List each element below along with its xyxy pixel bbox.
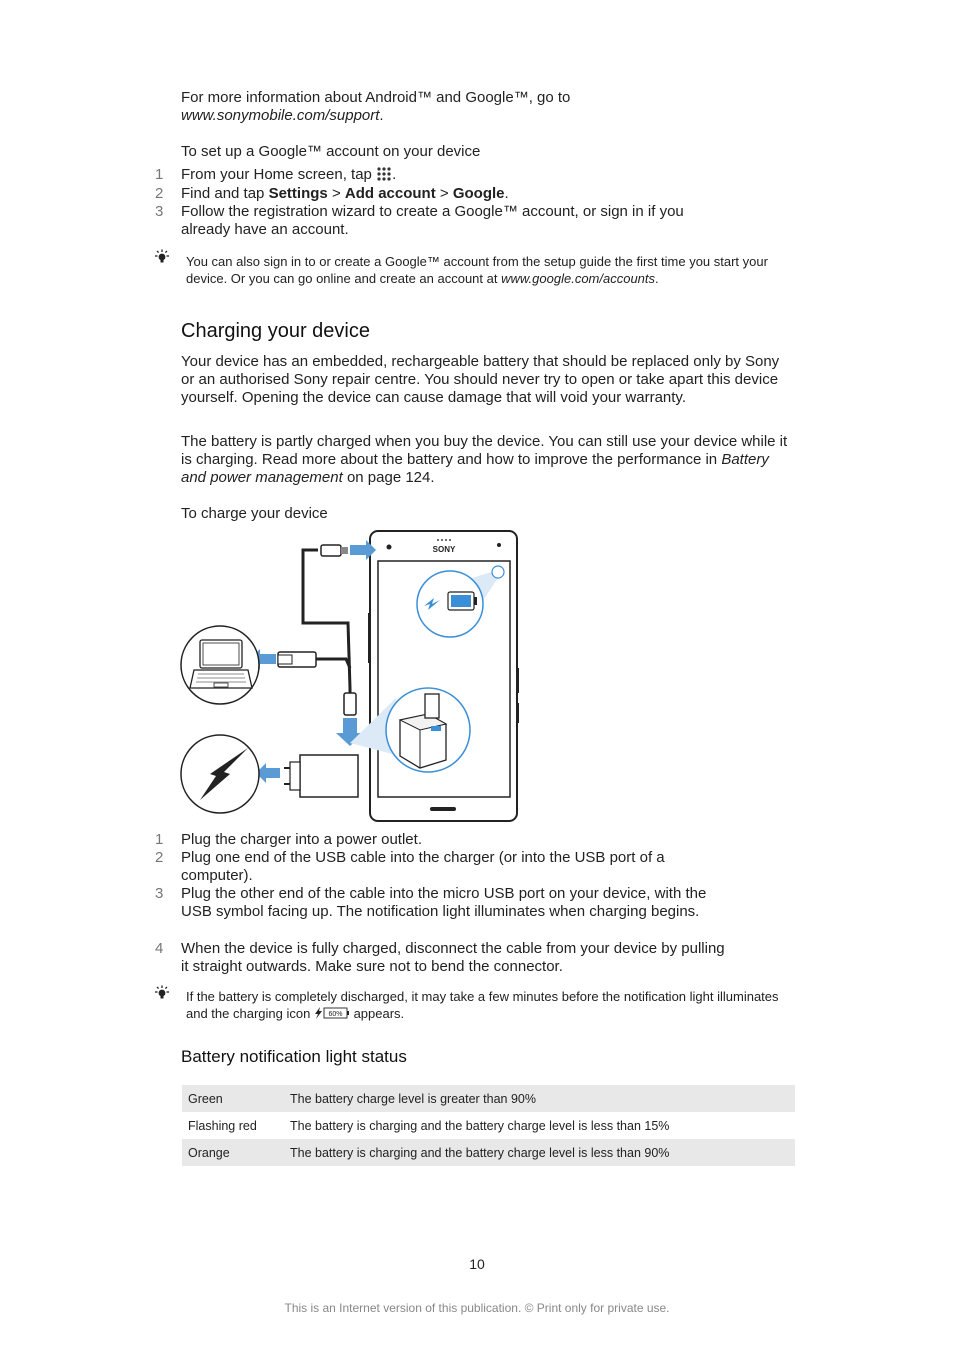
meaning-cell: The battery charge level is greater than 90% — [284, 1085, 795, 1112]
step-number: 3 — [155, 885, 164, 902]
intro-text — [181, 89, 781, 125]
add-account-label: Add account — [344, 185, 436, 202]
step-number: 2 — [155, 185, 164, 202]
light-cell: Flashing red — [188, 1118, 257, 1133]
charge-subheading: To charge your device — [181, 505, 328, 522]
google-step-1 — [181, 166, 741, 184]
meaning-cell: The battery is charging and the battery charge level is less than 15% — [290, 1118, 670, 1133]
google-setup-heading: To set up a Google™ account on your device — [181, 143, 481, 160]
step-suffix: . — [504, 185, 509, 202]
charging-illustration — [178, 528, 523, 826]
light-cell: Orange — [182, 1139, 284, 1166]
phone-brand: SONY — [432, 545, 456, 554]
tip-text: appears. — [353, 1006, 405, 1021]
step-suffix: . — [392, 166, 397, 183]
para-text: on page 124. — [346, 469, 435, 486]
step-number: 4 — [155, 940, 164, 957]
google-accounts-link[interactable]: www.google.com/accounts — [501, 271, 656, 286]
para-text: The battery is partly charged when you buy the device. You can still use your device while it is charging. Read more about the battery and how to improve the performance in — [181, 433, 788, 468]
separator: > — [331, 185, 341, 202]
step-number: 1 — [155, 831, 164, 848]
settings-label: Settings — [268, 185, 328, 202]
google-step-2 — [181, 185, 741, 203]
micro-usb-plug — [321, 545, 341, 556]
power-outlet-icon — [181, 735, 259, 813]
battery-percent-label: 60% — [328, 1011, 343, 1018]
charging-para-2 — [181, 433, 793, 487]
support-link[interactable]: www.sonymobile.com/support — [181, 107, 380, 124]
section-title: Charging your device — [181, 320, 370, 342]
table-row — [182, 1139, 795, 1166]
step-number: 1 — [155, 166, 164, 183]
page-footer: This is an Internet version of this publication. © Print only for private use. — [284, 1301, 670, 1315]
tip-text: You can also sign in to or create a Google™ account from the setup guide the first time you start your device. Or you can go online and create an account at — [186, 254, 768, 286]
intro-line: For more information about Android™ and Google™, go to — [181, 89, 571, 106]
google-label: Google — [452, 185, 505, 202]
charge-step-2: Plug one end of the USB cable into the charger (or into the USB port of a computer). — [181, 849, 665, 884]
separator: > — [439, 185, 449, 202]
charger-zoom-circle — [350, 688, 470, 772]
tip-text: If the battery is completely discharged, it may take a few minutes before the notification light illuminates and the charging icon — [186, 989, 779, 1021]
tip-google-account — [186, 253, 786, 287]
meaning-cell: The battery is charging and the battery charge level is less than 90% — [284, 1139, 795, 1166]
intro-suffix: . — [379, 107, 384, 124]
battery-management-link[interactable]: Battery and power management — [181, 451, 769, 486]
apps-grid-icon — [376, 167, 392, 181]
charging-battery-icon — [314, 1006, 350, 1020]
table-row — [182, 1085, 795, 1112]
lightbulb-icon — [154, 985, 170, 1001]
status-title: Battery notification light status — [181, 1047, 407, 1066]
charging-para-1: Your device has an embedded, rechargeable battery that should be replaced only by Sony or an authorised Sony repair centre. You should never try to open or take apart this device yourself. Opening the device can cause damage that will void your warranty. — [181, 353, 780, 406]
laptop-icon — [181, 626, 259, 704]
page-number: 10 — [469, 1256, 485, 1272]
step-text: Find and tap — [181, 185, 265, 202]
charge-step-1: Plug the charger into a power outlet. — [181, 831, 422, 848]
step-number: 3 — [155, 203, 164, 220]
status-table — [182, 1085, 795, 1166]
step-number: 2 — [155, 849, 164, 866]
charge-step-3: Plug the other end of the cable into the micro USB port on your device, with the USB symbol facing up. The notification light illuminates when charging begins. — [181, 885, 707, 920]
tip-suffix: . — [655, 271, 659, 286]
wall-charger — [284, 755, 358, 797]
lightbulb-icon — [154, 249, 170, 265]
google-step-3: Follow the registration wizard to create a Google™ account, or sign in if you already have an account. — [181, 203, 684, 238]
light-cell: Green — [182, 1085, 284, 1112]
charge-step-4: When the device is fully charged, disconnect the cable from your device by pulling it straight outwards. Make sure not to bend the connector. — [181, 940, 725, 975]
table-row — [182, 1112, 795, 1139]
tip-discharged — [186, 988, 786, 1022]
step-text: From your Home screen, tap — [181, 166, 372, 183]
